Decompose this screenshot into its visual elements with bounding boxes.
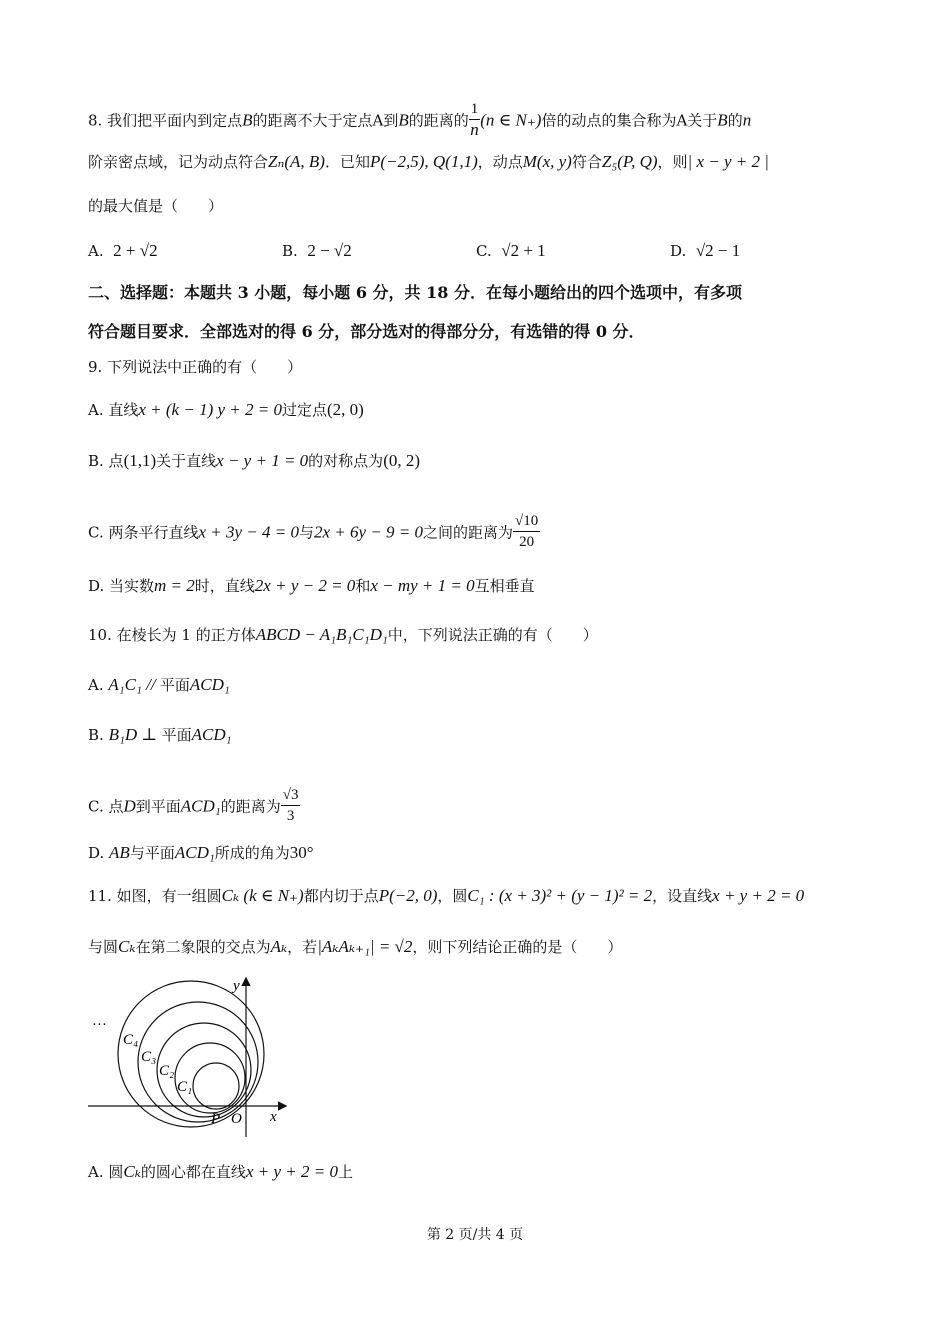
q11-line2: [88, 937, 622, 957]
q10-text: 到平面: [135, 797, 181, 816]
option-label: B.: [282, 242, 298, 260]
q8-text: ．已知: [324, 153, 370, 171]
q8-math: Zₙ(A, B): [268, 152, 325, 171]
q8-math: P(−2,5), Q(1,1): [369, 152, 478, 171]
q11-text: 上: [337, 1163, 353, 1181]
q10-option-a: [88, 675, 230, 695]
q9-option-b: [88, 451, 420, 471]
option-value: √2 − 1: [695, 241, 741, 260]
q10-text: 的距离为: [220, 797, 281, 816]
option-label: A.: [88, 242, 104, 260]
q10-math: 30°: [289, 843, 314, 862]
q9-text: 时，直线: [194, 577, 255, 595]
q9-option-a: [88, 400, 364, 420]
label-c4: C₄: [123, 1032, 139, 1048]
q11-math: P(−2, 0): [378, 886, 438, 905]
q9-math: x − y + 1 = 0: [216, 451, 309, 470]
q9-text: 互相垂直: [474, 577, 535, 595]
q9-math: 2x + y − 2 = 0: [254, 576, 356, 595]
q11-line1: [88, 886, 804, 906]
label-p: P: [211, 1111, 221, 1127]
q10-option-d: [88, 843, 314, 863]
q8-math: B: [242, 110, 253, 130]
q8-text: 8. 我们把平面内到定点: [88, 111, 243, 130]
q8-math: B: [398, 110, 409, 130]
q10-math: AB: [109, 843, 130, 862]
q8-text: ，则: [657, 153, 688, 171]
q11-math: |AₖAₖ₊₁| = √2: [317, 937, 413, 956]
q8-text: 的: [727, 111, 743, 130]
q8-math: | x − y + 2 |: [687, 152, 769, 171]
q9-math: x + (k − 1) y + 2 = 0: [138, 400, 282, 419]
q8-option-d: [670, 241, 740, 261]
q8-text: 的距离的: [408, 111, 469, 130]
q8-math: Z₅(P, Q): [601, 152, 658, 171]
q10-math: ABCD − A₁B₁C₁D₁: [255, 625, 388, 644]
q9-text: 和: [355, 577, 371, 595]
q11-text: 都内切于点: [303, 887, 379, 905]
q9-math: (1,1): [123, 451, 157, 470]
q10-math: D: [123, 796, 136, 816]
q11-text: ，圆: [437, 887, 468, 905]
q8-line2: [88, 152, 769, 172]
q11-text: 的圆心都在直线: [140, 1163, 246, 1181]
label-c2: C₂: [159, 1063, 175, 1079]
q8-text: 阶亲密点域，记为动点符合: [88, 153, 269, 171]
q10-math: ACD₁: [189, 675, 230, 694]
q10-option-b: [88, 725, 232, 745]
q10-text: 与平面: [129, 844, 175, 862]
q10-math: ACD₁: [174, 843, 215, 862]
q10-math: B₁D ⊥: [108, 725, 162, 744]
q11-figure: [85, 975, 290, 1140]
q10-math: ACD₁: [191, 725, 232, 744]
q9-text: 的对称点为: [308, 452, 384, 470]
label-o: O: [231, 1111, 242, 1127]
label-y: y: [233, 978, 240, 994]
q11-text: ，若: [287, 938, 318, 956]
fraction-numerator: √10: [513, 511, 540, 532]
q8-text: 倍的动点的集合称为A关于: [541, 111, 718, 130]
q8-text: 的距离不大于定点A到: [252, 111, 399, 130]
q9-math: (2, 0): [327, 400, 364, 419]
q11-text: 在第二象限的交点为: [135, 938, 271, 956]
q9-text: B. 点: [88, 452, 124, 470]
q9-text: 过定点: [281, 401, 327, 419]
option-value: 2 + √2: [113, 241, 158, 260]
fraction-denominator: 3: [286, 808, 295, 824]
q9-option-d: [88, 576, 535, 596]
q9-text: 之间的距离为: [423, 523, 514, 542]
q8-text: 符合: [571, 153, 602, 171]
q9-option-c: [88, 513, 540, 554]
q9-math: x − my + 1 = 0: [370, 576, 475, 595]
q9-math: 2x + 6y − 9 = 0: [314, 522, 424, 542]
q11-text: 11. 如图，有一组圆: [88, 887, 222, 905]
q10-option-c: [88, 787, 300, 828]
q11-option-a: [88, 1162, 353, 1182]
q11-math: C₁ : (x + 3)² + (y − 1)² = 2: [467, 886, 653, 905]
q8-option-c: [476, 241, 546, 261]
q10-text: B.: [88, 726, 104, 744]
q11-text: A. 圆: [88, 1163, 124, 1181]
q10-stem: [88, 625, 598, 645]
q10-text: 所成的角为: [214, 844, 290, 862]
q9-math: m = 2: [154, 576, 195, 595]
q8-text: ，动点: [477, 153, 523, 171]
q9-text: 关于直线: [156, 452, 217, 470]
q9-stem: 9. 下列说法中正确的有（ ）: [88, 358, 303, 376]
q10-text: 10. 在棱长为 1 的正方体: [88, 626, 256, 644]
label-c3: C₃: [141, 1049, 157, 1065]
label-x: x: [270, 1109, 277, 1125]
q8-option-a: [88, 241, 158, 261]
q11-text: ，设直线: [652, 887, 713, 905]
page-footer: 第 2 页/共 4 页: [426, 1227, 524, 1243]
circle-c0: [193, 1063, 239, 1109]
q8-math: B: [717, 110, 728, 130]
q9-math: x + 3y − 4 = 0: [198, 522, 299, 542]
figure-ellipsis: …: [93, 1013, 107, 1029]
label-c1: C₁: [177, 1079, 193, 1095]
q9-text: 与: [299, 523, 315, 542]
q10-text: 中，下列说法正确的有（ ）: [387, 626, 598, 644]
q10-math: ACD₁: [180, 796, 221, 816]
q9-text: C. 两条平行直线: [88, 523, 199, 542]
q11-math: x + y + 2 = 0: [712, 886, 805, 905]
q9-math: (0, 2): [383, 451, 421, 470]
q8-math: (n ∈ N₊): [480, 110, 542, 130]
q8-line3: 的最大值是（ ）: [88, 197, 224, 215]
q10-text: C. 点: [88, 797, 124, 816]
q10-fraction: [281, 785, 301, 826]
q11-math: Cₖ (k ∈ N₊): [221, 886, 304, 905]
q10-text: 平面: [159, 676, 190, 694]
q9-fraction: [513, 511, 540, 552]
q11-math: Cₖ: [118, 937, 136, 956]
q10-text: 平面: [161, 726, 192, 744]
q9-text: A. 直线: [88, 401, 139, 419]
fraction-numerator: 1: [469, 99, 481, 120]
option-value: 2 − √2: [307, 241, 352, 260]
q8-math: n: [742, 110, 752, 130]
q11-math: Aₖ: [270, 937, 288, 956]
q11-text: ，则下列结论正确的是（ ）: [412, 938, 623, 956]
q11-math: Cₖ: [123, 1162, 141, 1181]
fraction-denominator: 20: [519, 534, 535, 550]
q8-option-b: [282, 241, 352, 261]
fraction-numerator: √3: [281, 785, 301, 806]
section2-heading-line2: 符合题目要求．全部选对的得 6 分，部分选对的得部分分，有选错的得 0 分．: [88, 322, 645, 341]
q10-text: D.: [88, 844, 105, 862]
fraction-denominator: n: [470, 120, 479, 139]
q10-math: A₁C₁ //: [108, 675, 160, 694]
q8-fraction: [469, 99, 481, 140]
option-value: √2 + 1: [501, 241, 546, 260]
q11-math: x + y + 2 = 0: [245, 1162, 338, 1181]
circle-c1: [175, 1043, 245, 1113]
section2-heading-line1: 二、选择题：本题共 3 小题，每小题 6 分，共 18 分．在每小题给出的四个选项中，有多项: [88, 283, 742, 302]
q9-text: D. 当实数: [88, 577, 155, 595]
q8-math: M(x, y): [522, 152, 572, 171]
option-label: D.: [670, 242, 687, 260]
q8-line1: [88, 101, 751, 142]
q11-text: 与圆: [88, 938, 119, 956]
option-label: C.: [476, 242, 492, 260]
q10-text: A.: [88, 676, 104, 694]
